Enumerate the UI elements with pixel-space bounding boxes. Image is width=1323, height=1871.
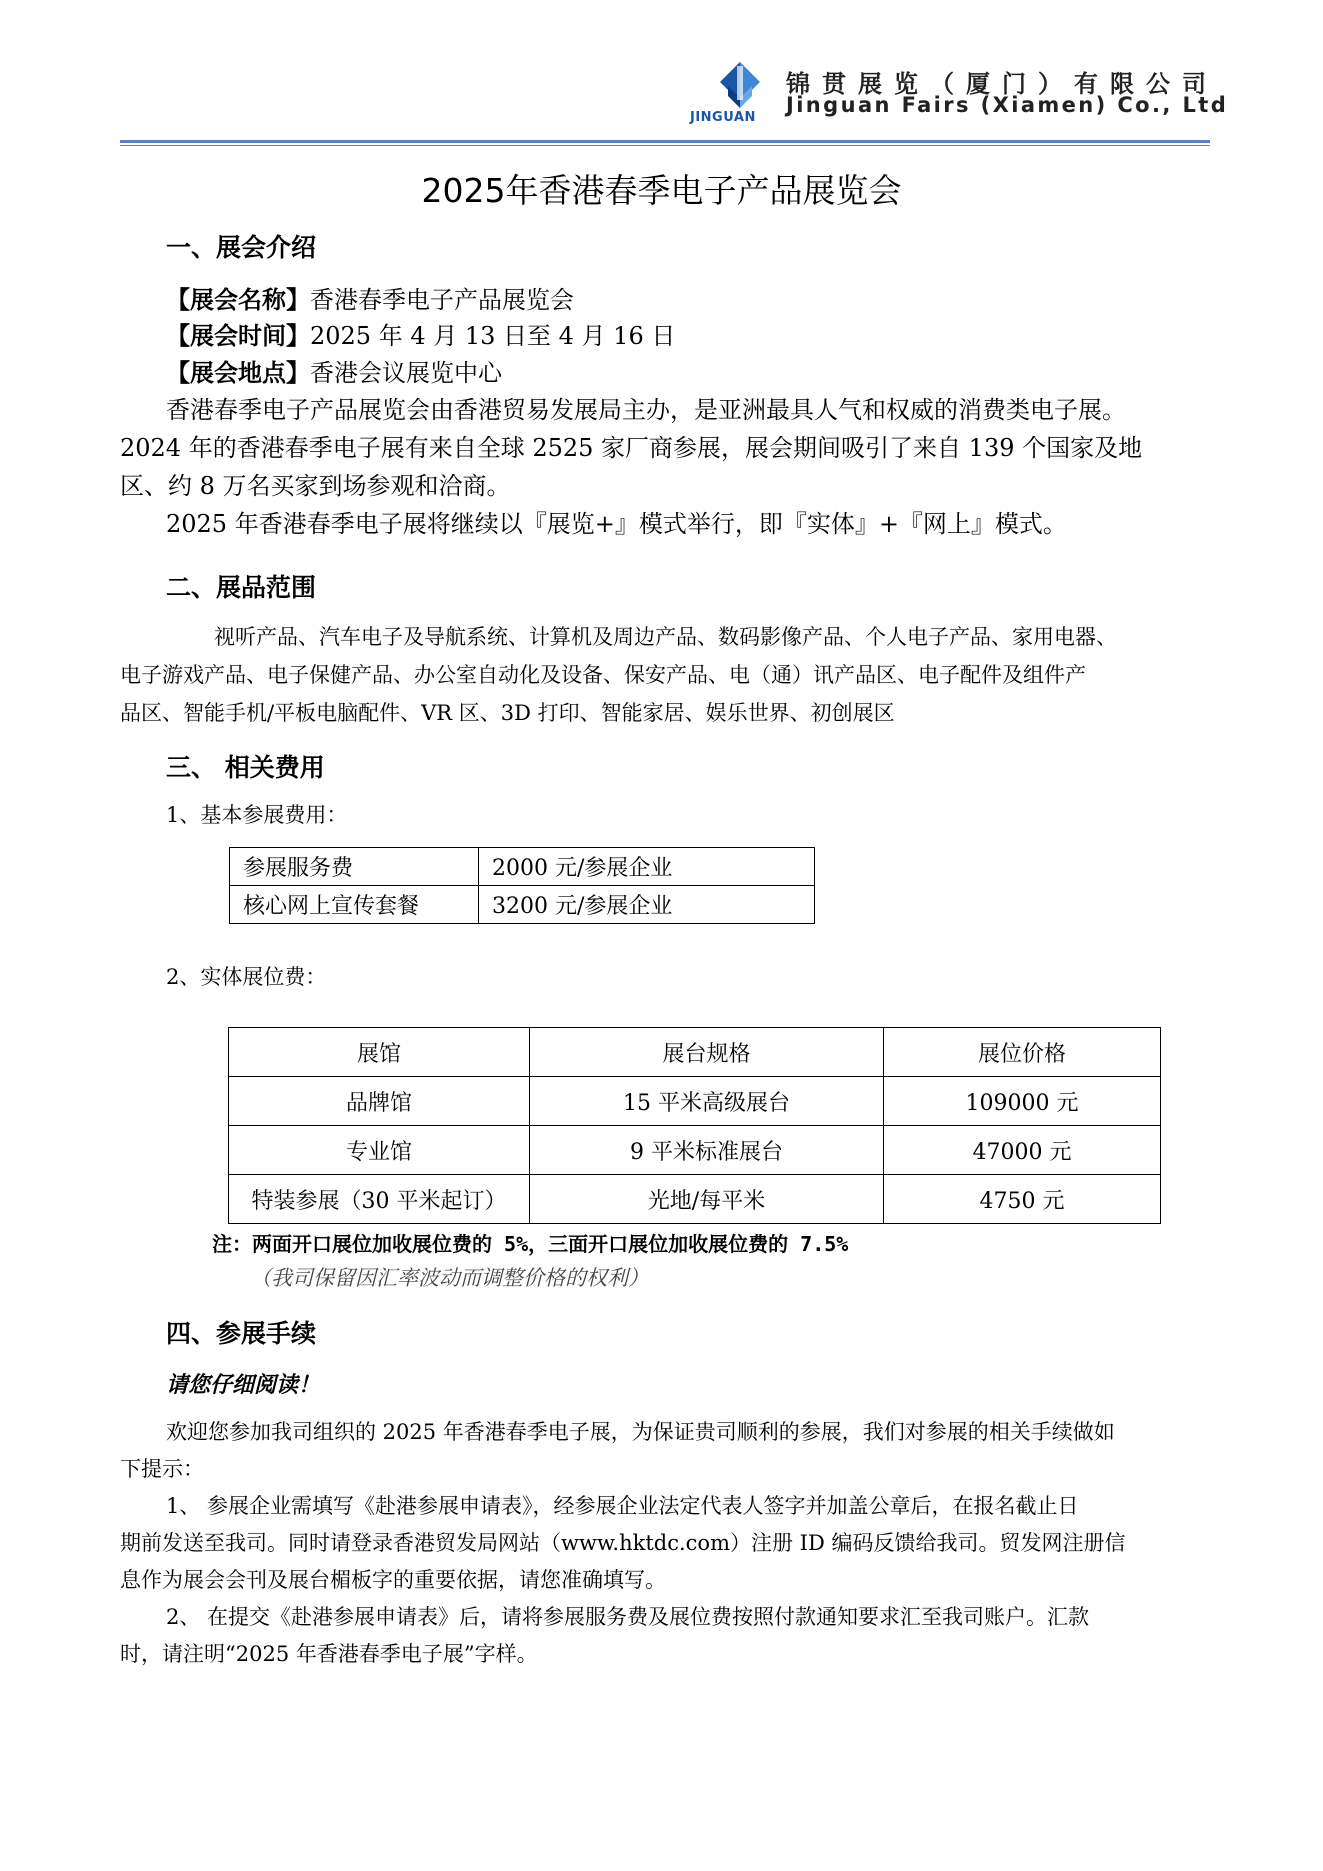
table-row xyxy=(229,1175,1161,1224)
spec-cell: 光地/每平米 xyxy=(530,1175,884,1224)
column-header: 展位价格 xyxy=(884,1028,1161,1077)
fair-time-value: 2025 年 4 月 13 日至 4 月 16 日 xyxy=(310,322,676,350)
spec-cell: 15 平米高级展台 xyxy=(530,1077,884,1126)
section-heading-procedure: 四、参展手续 xyxy=(166,1319,317,1348)
fair-name-value: 香港春季电子产品展览会 xyxy=(310,286,574,314)
company-name-en: Jinguan Fairs (Xiamen) Co., Ltd xyxy=(786,93,1229,117)
basic-fee-table xyxy=(229,847,815,924)
column-header: 展台规格 xyxy=(530,1028,884,1077)
fair-name-label: 【展会名称】 xyxy=(166,286,310,314)
mode-paragraph: 2025 年香港春季电子展将继续以『展览+』模式举行，即『实体』+『网上』模式。 xyxy=(166,510,1067,538)
table-row xyxy=(230,848,815,886)
scope-line: 视听产品、汽车电子及导航系统、计算机及周边产品、数码影像产品、个人电子产品、家用电器、 xyxy=(214,625,1117,649)
column-header: 展馆 xyxy=(229,1028,530,1077)
logo-wordmark: JINGUAN xyxy=(690,110,756,125)
basic-fee-label: 1、基本参展费用： xyxy=(166,803,348,827)
intro-paragraph-line: 香港春季电子产品展览会由香港贸易发展局主办，是亚洲最具人气和权威的消费类电子展。 xyxy=(166,396,1126,424)
company-name-cn: 锦贯展览（厦门）有限公司 xyxy=(786,70,1218,98)
price-cell: 4750 元 xyxy=(884,1175,1161,1224)
fair-place-row xyxy=(166,355,502,391)
surcharge-note: 注：两面开口展位加收展位费的 5%，三面开口展位加收展位费的 7.5% xyxy=(212,1232,849,1256)
procedure-line: 时，请注明“2025 年香港春季电子展”字样。 xyxy=(120,1642,538,1666)
price-cell: 109000 元 xyxy=(884,1077,1161,1126)
procedure-line: 2、 在提交《赴港参展申请表》后，请将参展服务费及展位费按照付款通知要求汇至我司账户。汇款 xyxy=(166,1605,1090,1629)
fair-place-label: 【展会地点】 xyxy=(166,359,310,387)
fee-item-cell: 参展服务费 xyxy=(230,848,479,886)
fair-time-label: 【展会时间】 xyxy=(166,322,310,350)
header-divider xyxy=(120,140,1210,143)
table-row xyxy=(229,1077,1161,1126)
document-title: 2025年香港春季电子产品展览会 xyxy=(421,171,902,210)
procedure-line: 下提示： xyxy=(120,1457,204,1481)
fee-item-cell: 核心网上宣传套餐 xyxy=(230,886,479,924)
fee-price-cell: 2000 元/参展企业 xyxy=(479,848,815,886)
booth-fee-table xyxy=(228,1027,1161,1224)
spec-cell: 9 平米标准展台 xyxy=(530,1126,884,1175)
exchange-rate-note: （我司保留因汇率波动而调整价格的权利） xyxy=(250,1266,649,1290)
letterhead xyxy=(120,60,1229,142)
fair-place-value: 香港会议展览中心 xyxy=(310,359,502,387)
hall-cell: 专业馆 xyxy=(229,1126,530,1175)
hall-cell: 品牌馆 xyxy=(229,1077,530,1126)
table-row xyxy=(230,886,815,924)
fair-time-row xyxy=(166,318,675,354)
procedure-line: 息作为展会会刊及展台楣板字的重要依据，请您准确填写。 xyxy=(120,1568,666,1592)
fair-name-row xyxy=(166,282,574,318)
section-heading-fees: 三、 相关费用 xyxy=(166,753,325,782)
table-header-row xyxy=(229,1028,1161,1077)
intro-paragraph-line: 区、约 8 万名买家到场参观和洽商。 xyxy=(120,472,511,500)
scope-line: 电子游戏产品、电子保健产品、办公室自动化及设备、保安产品、电（通）讯产品区、电子配件及组件产 xyxy=(120,663,1086,687)
header-divider-thin xyxy=(120,145,1210,146)
procedure-line: 欢迎您参加我司组织的 2025 年香港春季电子展，为保证贵司顺利的参展，我们对参展的相关手续做如 xyxy=(166,1420,1115,1444)
section-heading-scope: 二、展品范围 xyxy=(166,573,317,602)
read-carefully-notice: 请您仔细阅读！ xyxy=(166,1373,321,1398)
table-row xyxy=(229,1126,1161,1175)
price-cell: 47000 元 xyxy=(884,1126,1161,1175)
intro-paragraph-line: 2024 年的香港春季电子展有来自全球 2525 家厂商参展，展会期间吸引了来自 139 个国家及地 xyxy=(120,434,1143,462)
fee-price-cell: 3200 元/参展企业 xyxy=(479,886,815,924)
hall-cell: 特装参展（30 平米起订） xyxy=(229,1175,530,1224)
booth-fee-label: 2、实体展位费： xyxy=(166,965,327,989)
procedure-line: 1、 参展企业需填写《赴港参展申请表》，经参展企业法定代表人签字并加盖公章后，在报名截止日 xyxy=(166,1494,1079,1518)
procedure-line: 期前发送至我司。同时请登录香港贸发局网站（www.hktdc.com）注册 ID 编码反馈给我司。贸发网注册信 xyxy=(120,1531,1126,1555)
scope-line: 品区、智能手机/平板电脑配件、VR 区、3D 打印、智能家居、娱乐世界、初创展区 xyxy=(120,701,895,725)
section-heading-intro: 一、展会介绍 xyxy=(166,233,317,262)
